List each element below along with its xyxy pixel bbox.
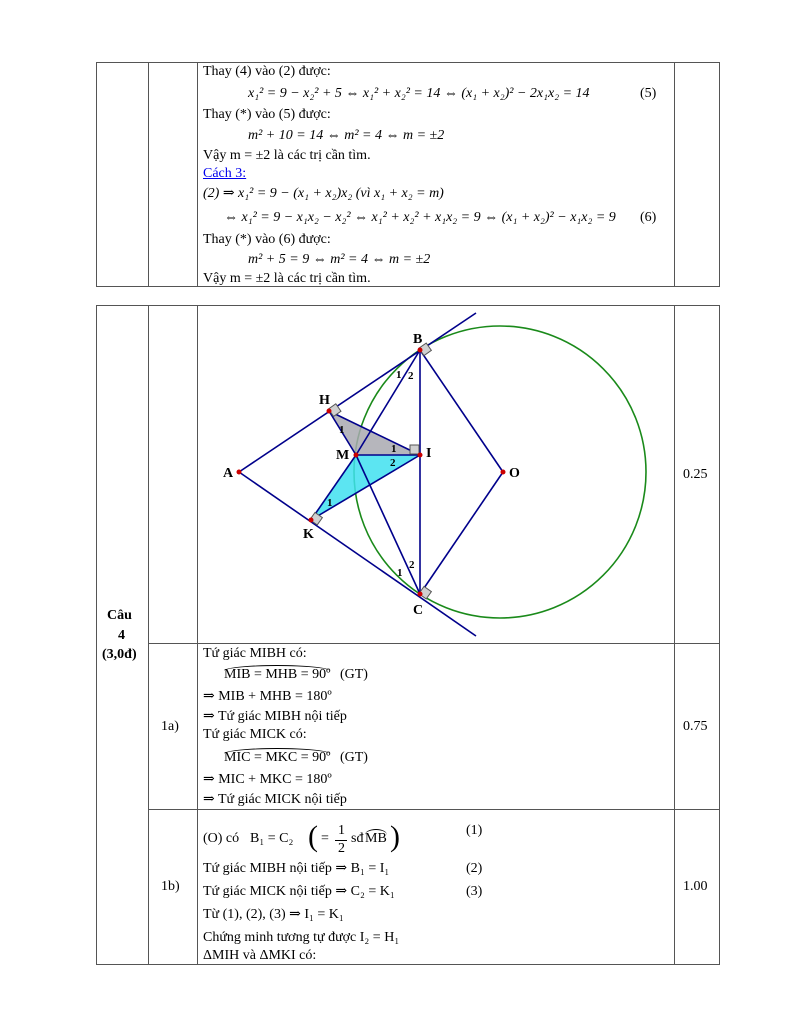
right-angle-i (410, 445, 419, 454)
label-b: B (413, 332, 423, 347)
label-i: I (426, 446, 432, 461)
angle-h1: 1 (339, 424, 345, 436)
top-eq-2: m² + 10 = 14 ⇔ m² = 4 ⇔ m = ±2 (248, 128, 445, 143)
top-eq-1: x₁² = 9 − x₂² + 5 ⇔ x₁² + x₂² = 14 ⇔ (x₁ + x₂)² − 2x₁x₂ = 14 (248, 86, 590, 101)
part-1b-eq-sign: = (321, 831, 329, 846)
angle-k1: 1 (327, 497, 333, 509)
label-a: A (223, 466, 234, 481)
point-m (354, 453, 359, 458)
part-1b-score: 1.00 (683, 879, 708, 894)
part-1a-line-4: ⇒ Tứ giác MIBH nội tiếp (203, 709, 347, 724)
point-a (237, 470, 242, 475)
top-eq-3: (2) ⇒ x₁² = 9 − (x₁ + x₂)x₂ (vì x₁ + x₂ = m) (203, 186, 444, 201)
part-1b-sd: sđ (351, 831, 364, 846)
line-a-c-extended (239, 472, 476, 636)
angle-i1: 1 (391, 443, 397, 455)
part-1a-note-2: (GT) (339, 750, 368, 765)
figure-score: 0.25 (683, 467, 708, 482)
point-b (418, 348, 423, 353)
part-1a-line-3: ⇒ MIB + MHB = 180º (203, 689, 332, 704)
angle-b2: 2 (408, 370, 414, 382)
top-eq-4-tag: (6) (640, 210, 657, 225)
part-1b-expr: B₁ = C₂ (250, 831, 294, 846)
part-1b-line-4: Từ (1), (2), (3) ⇒ I₁ = K₁ (203, 907, 344, 922)
top-line-5: Vậy m = ±2 là các trị cần tìm. (203, 271, 371, 286)
part-1a-line-7: ⇒ MIC + MKC = 180º (203, 772, 332, 787)
top-line-3: Vậy m = ±2 là các trị cần tìm. (203, 148, 371, 163)
part-1b-tag-2: (2) (466, 861, 483, 876)
label-h: H (319, 393, 330, 408)
part-1b-tag-1: (1) (466, 823, 483, 838)
part-1b-prefix: (O) có (203, 831, 240, 846)
line-m-c (356, 455, 420, 594)
part-1a-angles-2: MIC = MKC = 90º (224, 750, 331, 765)
line-b-o (420, 350, 503, 472)
part-1b-line-5: Chứng minh tương tự được I₂ = H₁ (203, 930, 400, 945)
top-line-2: Thay (*) vào (5) được: (203, 107, 331, 122)
part-1b-frac-num: 1 (338, 823, 345, 838)
part-1a-line-1: Tứ giác MIBH có: (203, 646, 307, 661)
part-1a-line-5: Tứ giác MICK có: (203, 727, 307, 742)
top-line-4: Thay (*) vào (6) được: (203, 232, 331, 247)
top-eq-5: m² + 5 = 9 ⇔ m² = 4 ⇔ m = ±2 (248, 252, 431, 267)
angle-c2: 2 (409, 559, 415, 571)
part-1a-angles-1: MIB = MHB = 90º (224, 667, 331, 682)
top-eq-1-tag: (5) (640, 86, 657, 101)
question-label-2: 4 (118, 628, 125, 643)
part-1a-line-8: ⇒ Tứ giác MICK nội tiếp (203, 792, 347, 807)
part-1b-paren-close: ) (390, 820, 400, 853)
part-1b-tag-3: (3) (466, 884, 483, 899)
part-1a-score: 0.75 (683, 719, 708, 734)
point-i (418, 453, 423, 458)
part-1a-line-6 (224, 750, 368, 766)
label-k: K (303, 527, 314, 542)
point-h (327, 409, 332, 414)
angle-c1: 1 (397, 567, 403, 579)
cach-3-heading: Cách 3: (203, 166, 247, 181)
part-1b-arc-mb: MB (365, 831, 387, 846)
line-c-o (420, 472, 503, 594)
label-o: O (509, 466, 520, 481)
part-1b-label: 1b) (161, 879, 180, 894)
angle-b1: 1 (396, 369, 402, 381)
part-1b-paren-open: ( (308, 820, 318, 853)
part-1b-line-6: ΔMIH và ΔMKI có: (203, 948, 317, 963)
top-line-1: Thay (4) vào (2) được: (203, 64, 331, 79)
part-1a-note-1: (GT) (339, 667, 368, 682)
part-1a-label: 1a) (161, 719, 179, 734)
point-k (309, 518, 314, 523)
part-1b-line-2: Tứ giác MIBH nội tiếp ⇒ B₁ = I₁ (203, 861, 390, 876)
label-m: M (336, 448, 350, 463)
angle-i2: 2 (390, 457, 396, 469)
part-1b-frac-den: 2 (338, 841, 345, 856)
label-c: C (413, 603, 424, 618)
point-o (501, 470, 506, 475)
question-label-3: (3,0đ) (102, 647, 137, 662)
part-1a-line-2 (224, 667, 368, 683)
part-1b-line-3: Tứ giác MICK nội tiếp ⇒ C₂ = K₁ (203, 884, 395, 899)
top-eq-4: ⇔ x₁² = 9 − x₁x₂ − x₂² ⇔ x₁² + x₂² + x₁x₂ = 9 ⇔ (x₁ + x₂)² − x₁x₂ = 9 (224, 210, 616, 225)
question-label-1: Câu (107, 608, 132, 623)
point-c (418, 592, 423, 597)
